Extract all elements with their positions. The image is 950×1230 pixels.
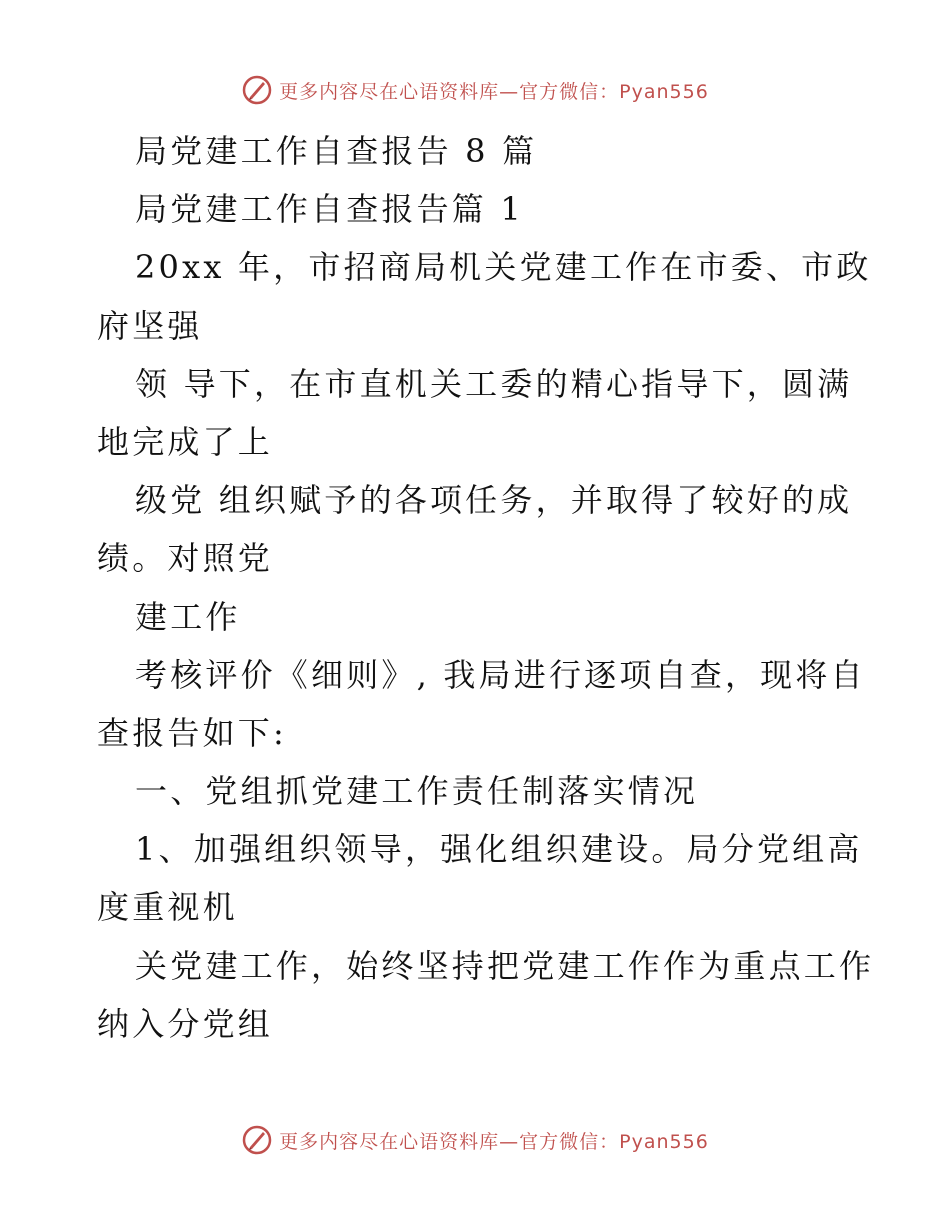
watermark-text: 更多内容尽在心语资料库—官方微信：Pyan556 [279, 80, 709, 103]
text-line: 局党建工作自查报告 8 篇 [135, 132, 538, 170]
text-line: 考核评价《细则》, 我局进行逐项自查，现将自 [135, 655, 866, 694]
footer-watermark [0, 1120, 950, 1160]
document-body [0, 122, 950, 1053]
text-line: 建工作 [135, 597, 241, 636]
text-line: 绩。对照党 [97, 539, 274, 578]
text-line: 领 导下，在市直机关工委的精心指导下，圆满 [135, 364, 853, 403]
text-line: 级党 组织赋予的各项任务，并取得了较好的成 [135, 481, 853, 520]
text-line: 度重视机 [97, 888, 238, 927]
text-line: 一、党组抓党建工作责任制落实情况 [135, 772, 699, 811]
text-line: 地完成了上 [97, 422, 274, 461]
text-line: 20xx 年，市招商局机关党建工作在市委、市政 [135, 248, 872, 287]
text-line: 府坚强 [97, 306, 203, 345]
quill-logo-icon [241, 74, 273, 106]
text-line: 关党建工作，始终坚持把党建工作作为重点工作 [135, 946, 875, 985]
quill-logo-icon [241, 1124, 273, 1156]
text-line: 查报告如下: [97, 713, 287, 752]
text-line: 局党建工作自查报告篇 1 [135, 190, 524, 229]
text-line: 1、加强组织领导，强化组织建设。局分党组高 [135, 830, 863, 869]
text-line: 纳入分党组 [97, 1004, 274, 1043]
header-watermark [0, 70, 950, 110]
watermark-text: 更多内容尽在心语资料库—官方微信：Pyan556 [279, 1130, 709, 1153]
